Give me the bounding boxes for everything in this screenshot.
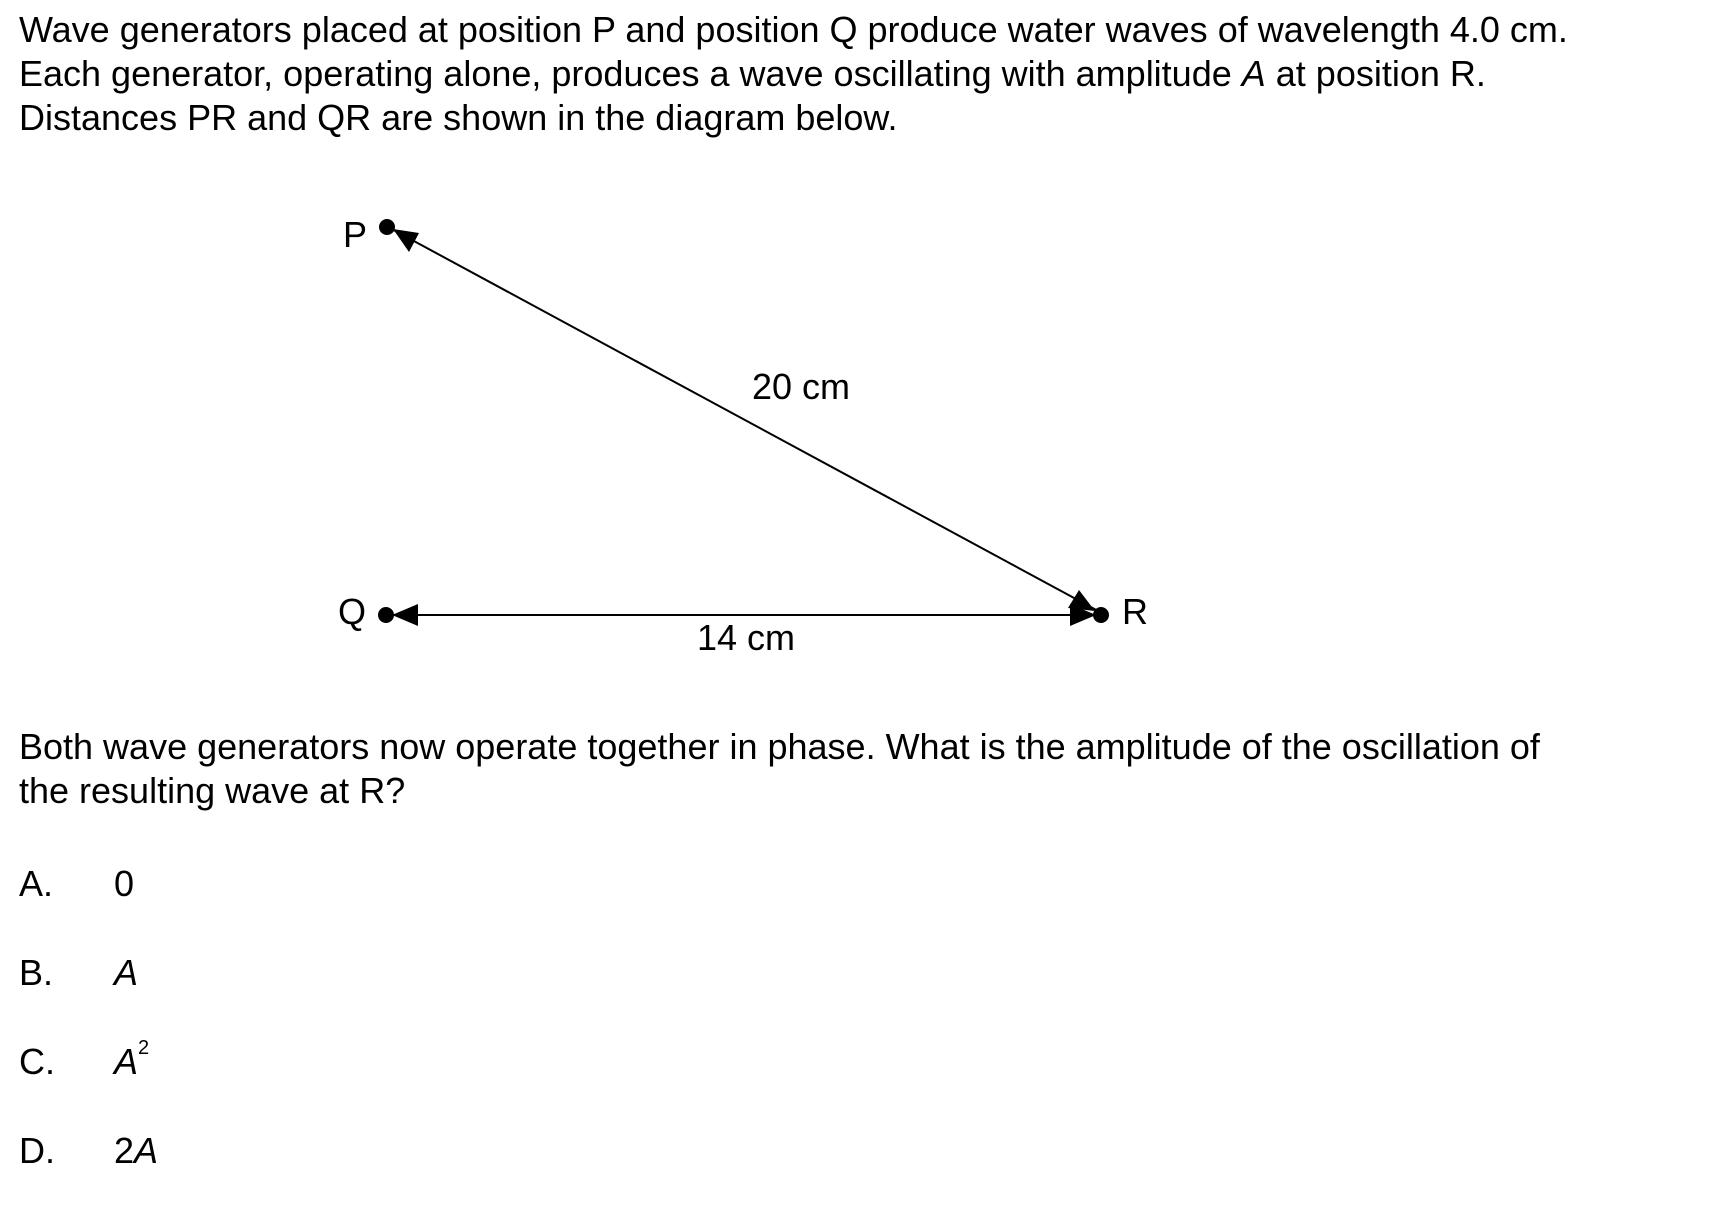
option-d-letter: D. bbox=[19, 1130, 55, 1171]
option-c[interactable] bbox=[19, 1037, 150, 1084]
option-a-letter: A. bbox=[19, 863, 54, 904]
option-a-value: 0 bbox=[114, 863, 135, 904]
amplitude-variable: A bbox=[1241, 53, 1266, 94]
point-p-dot bbox=[379, 219, 395, 235]
option-b-letter: B. bbox=[19, 952, 54, 993]
point-q-label: Q bbox=[338, 591, 367, 632]
option-b[interactable] bbox=[19, 951, 138, 995]
option-b-value-wrap bbox=[114, 952, 138, 993]
option-b-value: A bbox=[114, 952, 139, 993]
stem-line-3: Distances PR and QR are shown in the diagram below. bbox=[19, 97, 898, 138]
point-q-dot bbox=[378, 607, 394, 623]
arrowhead-q bbox=[392, 604, 418, 626]
prompt-line-2: the resulting wave at R? bbox=[19, 770, 406, 811]
option-c-letter: C. bbox=[19, 1041, 55, 1082]
stem-line-1: Wave generators placed at position P and position Q produce water waves of wavelength 4.0 cm. bbox=[19, 9, 1568, 50]
arrowhead-p bbox=[393, 229, 419, 252]
option-d-value-wrap bbox=[114, 1130, 158, 1171]
option-c-value: A bbox=[114, 1041, 139, 1082]
stem-line-2-end: at position R. bbox=[1265, 53, 1486, 94]
prompt-line-1: Both wave generators now operate together in phase. What is the amplitude of the oscillation of bbox=[19, 726, 1540, 767]
stem-line-2-start: Each generator, operating alone, produces a wave oscillating with amplitude bbox=[19, 53, 1242, 94]
pr-line bbox=[388, 227, 1100, 612]
pr-distance-label: 20 cm bbox=[752, 366, 851, 407]
option-c-superscript: 2 bbox=[138, 1037, 150, 1059]
point-p-label: P bbox=[343, 214, 368, 255]
point-r-dot bbox=[1093, 607, 1109, 623]
option-d-value: A bbox=[134, 1130, 159, 1171]
option-d-coefficient: 2 bbox=[114, 1130, 135, 1171]
option-d[interactable] bbox=[19, 1129, 158, 1173]
question-prompt bbox=[19, 725, 1699, 813]
option-a[interactable] bbox=[19, 862, 134, 906]
option-c-value-wrap bbox=[114, 1037, 150, 1082]
qr-distance-label: 14 cm bbox=[697, 617, 796, 658]
point-r-label: R bbox=[1122, 591, 1148, 632]
